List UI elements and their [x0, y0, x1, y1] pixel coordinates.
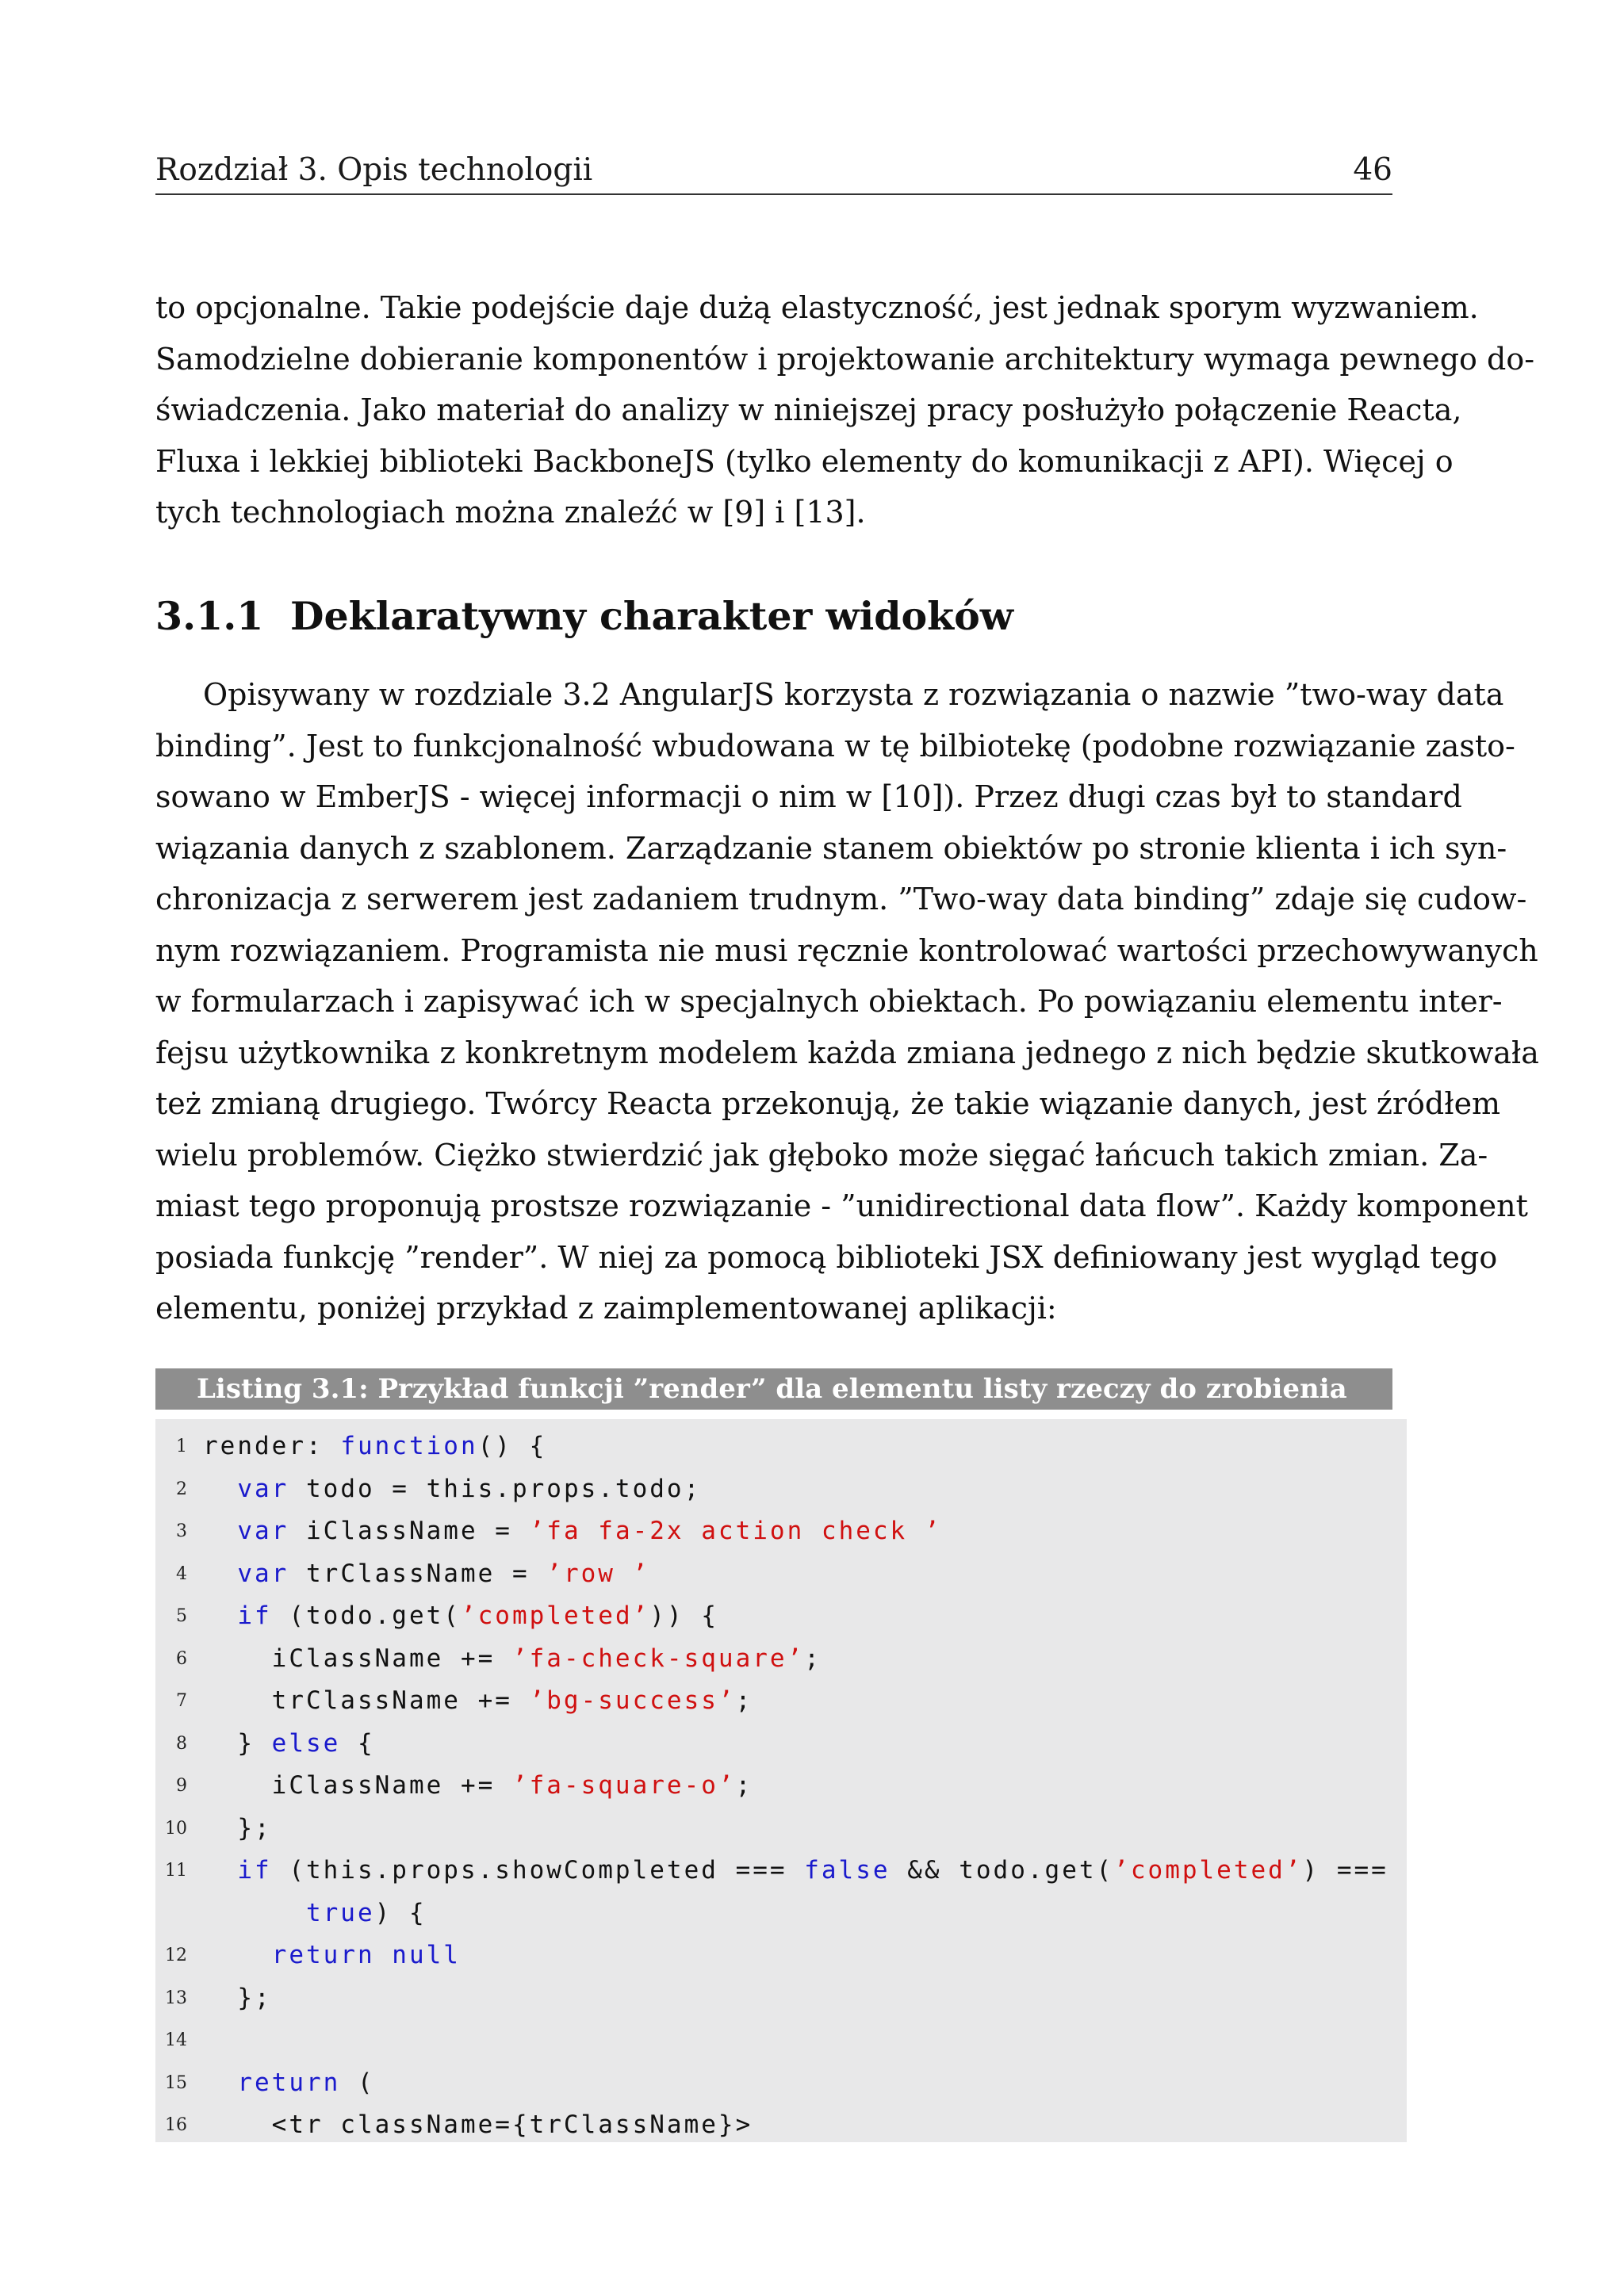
code-keyword: return [237, 2068, 341, 2097]
code-text [203, 1595, 718, 1637]
code-keyword: false [804, 1856, 891, 1885]
line-number: 9 [176, 1776, 187, 1796]
line-number: 11 [165, 1861, 187, 1881]
text-line: w formularzach i zapisywać ich w specjalnych obiektach. Po powiązaniu elementu inter- [155, 984, 1503, 1019]
text-line: binding”. Jest to funkcjonalność wbudowana w tę bilbiotekę (podobne rozwiązanie zasto- [155, 728, 1515, 763]
text-line: też zmianą drugiego. Twórcy Reacta przekonują, że takie wiązanie danych, jest źródłem [155, 1086, 1501, 1121]
line-number: 6 [176, 1648, 187, 1669]
code-token: && todo.get( [890, 1856, 1114, 1885]
code-token: }; [203, 1813, 272, 1843]
code-line [155, 1680, 1407, 1722]
code-text [203, 1765, 753, 1807]
code-text [203, 1510, 942, 1552]
line-number: 7 [176, 1691, 187, 1711]
line-number: 8 [176, 1733, 187, 1754]
code-text [203, 1850, 1388, 1892]
code-text [203, 1723, 375, 1765]
line-number: 12 [165, 1946, 187, 1965]
code-listing [155, 1419, 1407, 2142]
code-text [203, 2104, 753, 2146]
code-token [203, 1601, 237, 1630]
code-token: ) === [1302, 1856, 1388, 1885]
text-line: Opisywany w rozdziale 3.2 AngularJS korzysta z rozwiązania o nazwie ”two-way data [203, 677, 1504, 712]
code-keyword: true [305, 1898, 375, 1927]
code-string: ’completed’ [460, 1601, 650, 1630]
code-text [203, 1425, 546, 1468]
code-keyword: var [237, 1474, 289, 1503]
code-keyword: function [340, 1432, 478, 1460]
code-token [203, 1941, 272, 1969]
code-line [155, 1977, 1407, 2019]
code-line [155, 2104, 1407, 2146]
code-token: )) { [649, 1601, 718, 1630]
code-line [155, 1510, 1407, 1552]
code-line [155, 1892, 1407, 1934]
text-line: wiązania danych z szablonem. Zarządzanie stanem obiektów po stronie klienta i ich syn- [155, 830, 1507, 866]
code-keyword: if [237, 1601, 272, 1630]
code-token [203, 2068, 237, 2097]
code-line [155, 1765, 1407, 1807]
line-number: 1 [176, 1437, 187, 1456]
code-token [203, 1856, 237, 1885]
code-text [203, 1468, 701, 1510]
code-token: todo = this.props.todo; [289, 1474, 702, 1503]
text-line: sowano w EmberJS - więcej informacji o nim w [10]). Przez długi czas był to standard [155, 779, 1462, 814]
code-line [155, 1934, 1407, 1976]
body-paragraph [155, 669, 1539, 1334]
section-number: 3.1.1 [155, 593, 264, 639]
text-line: nym rozwiązaniem. Programista nie musi ręcznie kontrolować wartości przechowywanych [155, 932, 1538, 968]
code-keyword: var [237, 1517, 289, 1545]
code-token: iClassName += [203, 1644, 512, 1673]
text-line: wielu problemów. Ciężko stwierdzić jak głęboko może sięgać łańcuch takich zmian. Za- [155, 1137, 1488, 1173]
line-number: 15 [165, 2072, 187, 2093]
code-token [203, 1899, 306, 1927]
intro-paragraph [155, 282, 1535, 538]
text-line: tych technologiach można znaleźć w [9] i [13]. [155, 495, 866, 530]
text-line: chronizacja z serwerem jest zadaniem trudnym. ”Two-way data binding” zdaje się cudow- [155, 882, 1527, 916]
code-string: ’completed’ [1113, 1856, 1303, 1885]
code-string: ’fa fa-2x action check ’ [529, 1517, 942, 1545]
line-number: 3 [176, 1521, 187, 1541]
code-string: ’row ’ [546, 1559, 650, 1588]
code-token: (todo.get( [271, 1601, 461, 1630]
code-keyword: else [271, 1728, 341, 1758]
code-text [203, 1638, 822, 1680]
section-title: Deklaratywny charakter widoków [290, 593, 1013, 639]
text-line: elementu, poniżej przykład z zaimplementowanej aplikacji: [155, 1291, 1057, 1326]
line-number: 4 [176, 1563, 187, 1584]
page-number: 46 [1353, 152, 1392, 188]
code-text [203, 1977, 272, 2019]
code-token: render: [203, 1432, 341, 1460]
code-token [203, 1559, 237, 1588]
code-text [203, 1934, 461, 1976]
code-line [155, 1425, 1407, 1468]
line-number: 5 [176, 1606, 187, 1626]
code-text [203, 1808, 272, 1850]
code-keyword: var [237, 1559, 289, 1588]
code-text [203, 2062, 375, 2104]
code-token: <tr className={trClassName}> [203, 2110, 753, 2139]
running-header [155, 152, 1392, 195]
listing-caption: Listing 3.1: Przykład funkcji ”render” dla elementu listy rzeczy do zrobienia [155, 1368, 1392, 1410]
code-line [155, 2062, 1407, 2104]
section-heading [155, 593, 1013, 639]
line-number: 16 [165, 2115, 187, 2135]
code-line [155, 1638, 1407, 1680]
code-string: ’fa-check-square’ [511, 1644, 805, 1673]
code-token [203, 1517, 237, 1545]
text-line: posiada funkcję ”render”. W niej za pomocą biblioteki JSX definiowany jest wygląd tego [155, 1239, 1498, 1275]
code-line [155, 1468, 1407, 1510]
code-line [155, 1850, 1407, 1892]
code-token [203, 1475, 237, 1503]
code-token: ; [735, 1771, 753, 1800]
line-number: 2 [176, 1479, 187, 1499]
code-token: () { [477, 1432, 547, 1460]
line-number: 14 [165, 2030, 187, 2050]
code-token: } [203, 1728, 272, 1758]
code-text [203, 1553, 649, 1595]
code-token: iClassName += [203, 1771, 512, 1800]
code-line [155, 1723, 1407, 1765]
code-token: (this.props.showCompleted === [271, 1856, 805, 1885]
code-string: ’bg-success’ [529, 1686, 736, 1715]
chapter-title: Rozdział 3. Opis technologii [155, 152, 593, 188]
text-line: fejsu użytkownika z konkretnym modelem każda zmiana jednego z nich będzie skutkowała [155, 1035, 1539, 1070]
code-string: ’fa-square-o’ [511, 1771, 736, 1800]
code-text [203, 1680, 753, 1722]
text-line: świadczenia. Jako materiał do analizy w niniejszej pracy posłużyło połączenie Reacta, [155, 392, 1462, 427]
code-keyword: return null [271, 1941, 461, 1969]
line-number: 10 [165, 1818, 187, 1839]
code-token: ) { [374, 1898, 427, 1927]
code-token: ( [340, 2068, 375, 2097]
text-line: miast tego proponują prostsze rozwiązanie - ”unidirectional data flow”. Każdy komponent [155, 1188, 1528, 1223]
code-token: ; [735, 1686, 753, 1715]
code-line [155, 1595, 1407, 1637]
text-line: Fluxa i lekkiej biblioteki BackboneJS (tylko elementy do komunikacji z API). Więcej o [155, 443, 1454, 479]
text-line: Samodzielne dobieranie komponentów i projektowanie architektury wymaga pewnego do- [155, 341, 1535, 377]
code-line [155, 2019, 1407, 2061]
line-number: 13 [165, 1988, 187, 2008]
code-token: ; [804, 1644, 822, 1673]
code-token: trClassName += [203, 1686, 530, 1715]
text-line: to opcjonalne. Takie podejście daje dużą elastyczność, jest jednak sporym wyzwaniem. [155, 290, 1479, 325]
code-line [155, 1553, 1407, 1595]
code-token: iClassName = [289, 1517, 530, 1545]
code-token: trClassName = [289, 1559, 547, 1588]
code-keyword: if [237, 1856, 272, 1885]
code-text [203, 1892, 427, 1934]
code-token: }; [203, 1983, 272, 2012]
code-token: { [340, 1728, 375, 1758]
code-line [155, 1808, 1407, 1850]
